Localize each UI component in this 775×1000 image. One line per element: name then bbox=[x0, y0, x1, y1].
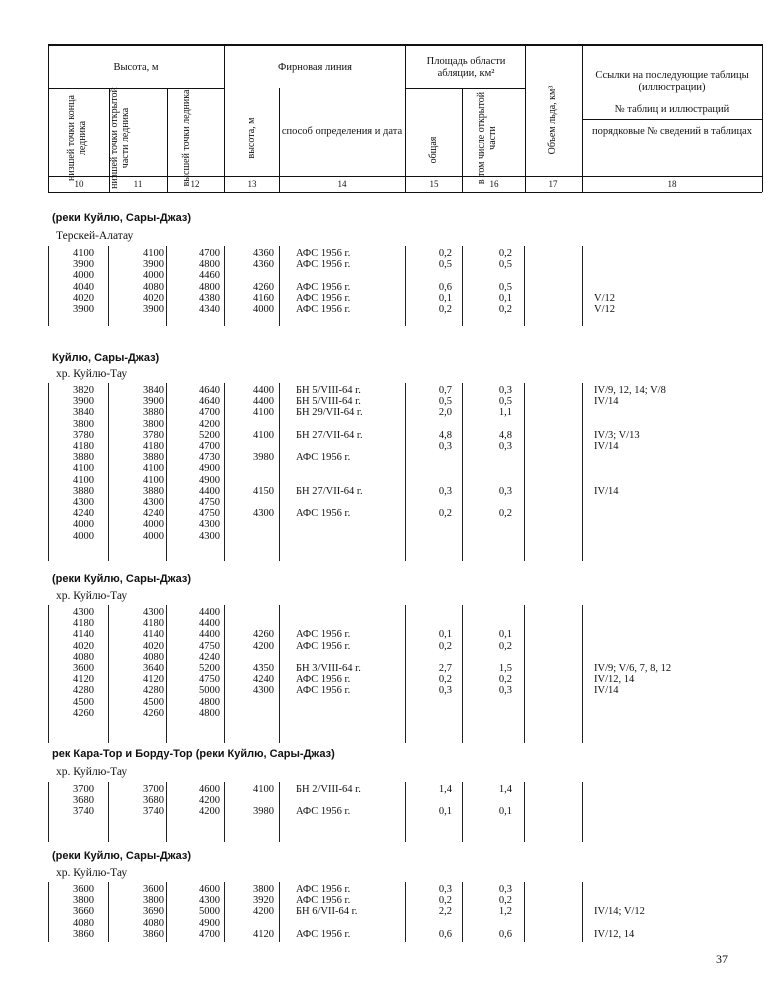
high-point-cell: 4750 bbox=[199, 508, 220, 520]
low-tongue-cell: 3800 bbox=[73, 418, 94, 430]
table-row bbox=[48, 248, 762, 259]
firn-height-cell: 4350 bbox=[253, 663, 274, 674]
firn-height-label: высота, м bbox=[246, 117, 257, 159]
area-total-label: общая bbox=[428, 136, 439, 164]
low-open-cell: 3690 bbox=[143, 906, 164, 918]
low-tongue-cell: 3860 bbox=[73, 928, 94, 940]
table-row bbox=[48, 282, 762, 293]
firn-group-label: Фирновая линия bbox=[278, 62, 352, 73]
low-tongue-cell: 4000 bbox=[73, 270, 94, 282]
firn-method-cell: АФС 1956 г. bbox=[296, 685, 351, 697]
low-tongue-cell: 4000 bbox=[73, 530, 94, 542]
firn-height-cell: 4120 bbox=[253, 928, 274, 940]
area-open-cell: 0,2 bbox=[498, 895, 512, 907]
section-rows bbox=[48, 246, 762, 326]
low-tongue-cell: 3740 bbox=[73, 806, 94, 818]
high-point-cell: 4750 bbox=[199, 497, 220, 508]
low-open-cell: 4020 bbox=[143, 292, 164, 304]
area-open-cell: 4,8 bbox=[498, 429, 512, 441]
firn-method-cell: АФС 1956 г. bbox=[296, 508, 351, 520]
table-row bbox=[48, 708, 762, 719]
section-rows bbox=[48, 605, 762, 743]
low-open-cell: 3840 bbox=[143, 385, 164, 396]
low-open-cell: 3780 bbox=[143, 429, 164, 441]
firn-height-cell: 3800 bbox=[253, 884, 274, 895]
col-number: 11 bbox=[133, 179, 143, 189]
high-point-cell: 4800 bbox=[199, 696, 220, 708]
area-open-cell: 0,3 bbox=[498, 685, 512, 697]
section-title: (реки Куйлю, Сары-Джаз) bbox=[52, 212, 192, 224]
col-number: 17 bbox=[548, 179, 558, 189]
area-open-cell: 0,2 bbox=[498, 248, 512, 259]
high-point-cell: 4400 bbox=[199, 607, 220, 618]
high-point-cell: 4300 bbox=[199, 895, 220, 907]
area-open-cell: 0,3 bbox=[498, 385, 512, 396]
table-row bbox=[48, 906, 762, 917]
low-tongue-cell: 4100 bbox=[73, 248, 94, 259]
refs-table-no-label: № таблиц и иллюстраций bbox=[614, 104, 730, 115]
area-total-cell: 2,7 bbox=[438, 663, 452, 674]
table-row bbox=[48, 293, 762, 304]
refs-cell: IV/12, 14 bbox=[594, 674, 635, 686]
low-open-label: низшей точки открытой части ледника bbox=[109, 87, 131, 189]
table-row bbox=[48, 685, 762, 696]
low-open-cell: 4080 bbox=[143, 917, 164, 929]
low-tongue-cell: 3880 bbox=[73, 485, 94, 497]
firn-height-cell: 4100 bbox=[253, 407, 274, 419]
area-total-cell: 0,1 bbox=[438, 806, 452, 818]
low-tongue-cell: 3840 bbox=[73, 407, 94, 419]
low-tongue-cell: 3800 bbox=[73, 895, 94, 907]
area-open-cell: 0,2 bbox=[498, 674, 512, 686]
area-total-cell: 0,6 bbox=[438, 928, 452, 940]
low-open-cell: 4180 bbox=[143, 618, 164, 630]
low-tongue-cell: 4500 bbox=[73, 696, 94, 708]
low-tongue-cell: 3600 bbox=[73, 663, 94, 674]
section-rows bbox=[48, 383, 762, 561]
low-open-cell: 3640 bbox=[143, 663, 164, 674]
area-open-cell: 0,6 bbox=[498, 928, 512, 940]
table-row bbox=[48, 918, 762, 929]
firn-method-cell: БН 2/VIII-64 г. bbox=[296, 784, 361, 795]
table-row bbox=[48, 452, 762, 463]
low-open-cell: 4080 bbox=[143, 281, 164, 293]
table-row bbox=[48, 629, 762, 640]
low-open-cell: 3900 bbox=[143, 396, 164, 408]
area-total-cell: 0,5 bbox=[438, 259, 452, 271]
high-point-cell: 4240 bbox=[199, 651, 220, 663]
high-point-cell: 4900 bbox=[199, 474, 220, 486]
area-open-label: в том числе открытой части bbox=[476, 91, 498, 185]
area-total-cell: 0,3 bbox=[438, 884, 452, 895]
high-point-cell: 4400 bbox=[199, 485, 220, 497]
table-row bbox=[48, 441, 762, 452]
firn-method-cell: АФС 1956 г. bbox=[296, 248, 351, 259]
refs-cell: IV/12, 14 bbox=[594, 928, 635, 940]
firn-method-cell: БН 6/VII-64 г. bbox=[296, 906, 358, 918]
low-open-cell: 4260 bbox=[143, 707, 164, 719]
refs-cell: IV/3; V/13 bbox=[594, 429, 640, 441]
low-tongue-cell: 4280 bbox=[73, 685, 94, 697]
low-open-cell: 4100 bbox=[143, 463, 164, 475]
area-open-cell: 0,3 bbox=[498, 884, 512, 895]
high-point-cell: 4600 bbox=[199, 884, 220, 895]
low-open-cell: 3860 bbox=[143, 928, 164, 940]
high-point-cell: 4380 bbox=[199, 292, 220, 304]
firn-method-cell: АФС 1956 г. bbox=[296, 806, 351, 818]
low-open-cell: 3700 bbox=[143, 784, 164, 795]
high-point-cell: 4900 bbox=[199, 917, 220, 929]
firn-height-cell: 3920 bbox=[253, 895, 274, 907]
table-row bbox=[48, 475, 762, 486]
low-open-cell: 4140 bbox=[143, 629, 164, 641]
page-number: 37 bbox=[716, 952, 728, 966]
area-total-cell: 0,2 bbox=[438, 674, 452, 686]
firn-method-cell: БН 27/VII-64 г. bbox=[296, 429, 363, 441]
low-open-cell: 4080 bbox=[143, 651, 164, 663]
low-tongue-label: низшей точки конца ледника bbox=[66, 95, 88, 181]
low-tongue-cell: 3900 bbox=[73, 396, 94, 408]
col-number: 10 bbox=[74, 179, 84, 189]
firn-height-cell: 4150 bbox=[253, 485, 274, 497]
high-point-cell: 4800 bbox=[199, 259, 220, 271]
low-tongue-cell: 3700 bbox=[73, 784, 94, 795]
table-row bbox=[48, 508, 762, 519]
low-open-cell: 4000 bbox=[143, 530, 164, 542]
high-point-cell: 4600 bbox=[199, 784, 220, 795]
high-point-cell: 4640 bbox=[199, 385, 220, 396]
low-tongue-cell: 4240 bbox=[73, 508, 94, 520]
table-row bbox=[48, 396, 762, 407]
low-open-cell: 3800 bbox=[143, 895, 164, 907]
area-open-cell: 1,5 bbox=[498, 663, 512, 674]
area-total-cell: 0,3 bbox=[438, 685, 452, 697]
section-title: (реки Куйлю, Сары-Джаз) bbox=[52, 573, 192, 585]
firn-method-cell: АФС 1956 г. bbox=[296, 259, 351, 271]
low-open-cell: 4120 bbox=[143, 674, 164, 686]
firn-method-cell: БН 3/VIII-64 г. bbox=[296, 663, 361, 674]
area-open-cell: 1,2 bbox=[498, 906, 512, 918]
area-open-cell: 0,5 bbox=[498, 396, 512, 408]
high-point-cell: 4400 bbox=[199, 618, 220, 630]
area-total-cell: 0,2 bbox=[438, 248, 452, 259]
section-title: Куйлю, Сары-Джаз) bbox=[52, 352, 160, 364]
area-open-cell: 0,3 bbox=[498, 441, 512, 452]
area-total-cell: 0,2 bbox=[438, 895, 452, 907]
low-tongue-cell: 3880 bbox=[73, 452, 94, 464]
col-number: 15 bbox=[429, 179, 439, 189]
firn-height-cell: 4300 bbox=[253, 685, 274, 697]
high-point-cell: 5200 bbox=[199, 663, 220, 674]
firn-height-cell: 4200 bbox=[253, 640, 274, 652]
firn-height-cell: 4360 bbox=[253, 259, 274, 271]
area-open-cell: 0,1 bbox=[498, 629, 512, 641]
table-row bbox=[48, 463, 762, 474]
low-open-cell: 4240 bbox=[143, 508, 164, 520]
low-tongue-cell: 4180 bbox=[73, 618, 94, 630]
table-row bbox=[48, 385, 762, 396]
firn-method-cell: АФС 1956 г. bbox=[296, 304, 351, 315]
firn-method-cell: АФС 1956 г. bbox=[296, 928, 351, 940]
refs-cell: V/12 bbox=[594, 304, 615, 315]
high-point-cell: 4200 bbox=[199, 795, 220, 807]
low-open-cell: 4300 bbox=[143, 497, 164, 508]
firn-height-cell: 4100 bbox=[253, 429, 274, 441]
low-open-cell: 4100 bbox=[143, 248, 164, 259]
high-point-cell: 4730 bbox=[199, 452, 220, 464]
ice-volume-label: Объем льда, км³ bbox=[547, 85, 558, 155]
low-tongue-cell: 4020 bbox=[73, 292, 94, 304]
section-title: рек Кара-Тор и Борду-Тор (реки Куйлю, Сары-Джаз) bbox=[52, 748, 335, 760]
firn-method-cell: БН 27/VII-64 г. bbox=[296, 485, 363, 497]
low-open-cell: 3900 bbox=[143, 259, 164, 271]
low-open-cell: 4500 bbox=[143, 696, 164, 708]
section-title: (реки Куйлю, Сары-Джаз) bbox=[52, 850, 192, 862]
low-tongue-cell: 4140 bbox=[73, 629, 94, 641]
refs-cell: IV/9, 12, 14; V/8 bbox=[594, 385, 666, 396]
table-row bbox=[48, 531, 762, 542]
high-point-cell: 4300 bbox=[199, 530, 220, 542]
low-tongue-cell: 4300 bbox=[73, 607, 94, 618]
area-open-cell: 0,5 bbox=[498, 259, 512, 271]
high-point-label: высшей точки ледника bbox=[181, 89, 192, 187]
area-total-cell: 0,2 bbox=[438, 304, 452, 315]
low-open-cell: 4100 bbox=[143, 474, 164, 486]
area-open-cell: 1,1 bbox=[498, 407, 512, 419]
low-tongue-cell: 4080 bbox=[73, 651, 94, 663]
low-tongue-cell: 4020 bbox=[73, 640, 94, 652]
area-open-cell: 0,5 bbox=[498, 281, 512, 293]
firn-method-cell: АФС 1956 г. bbox=[296, 640, 351, 652]
firn-height-cell: 4100 bbox=[253, 784, 274, 795]
low-tongue-cell: 4180 bbox=[73, 441, 94, 452]
low-open-cell: 3900 bbox=[143, 304, 164, 315]
area-open-cell: 0,2 bbox=[498, 508, 512, 520]
low-open-cell: 3740 bbox=[143, 806, 164, 818]
high-point-cell: 4460 bbox=[199, 270, 220, 282]
high-point-cell: 4200 bbox=[199, 418, 220, 430]
high-point-cell: 4340 bbox=[199, 304, 220, 315]
high-point-cell: 4640 bbox=[199, 396, 220, 408]
table-row bbox=[48, 784, 762, 795]
firn-height-cell: 4360 bbox=[253, 248, 274, 259]
firn-height-cell: 4160 bbox=[253, 292, 274, 304]
low-open-cell: 4000 bbox=[143, 519, 164, 531]
refs-cell: V/12 bbox=[594, 292, 615, 304]
firn-method-cell: АФС 1956 г. bbox=[296, 884, 351, 895]
low-tongue-cell: 4000 bbox=[73, 519, 94, 531]
high-point-cell: 4700 bbox=[199, 248, 220, 259]
low-open-cell: 3600 bbox=[143, 884, 164, 895]
low-tongue-cell: 4120 bbox=[73, 674, 94, 686]
section-subtitle: хр. Куйлю-Тау bbox=[56, 766, 128, 778]
area-open-cell: 0,2 bbox=[498, 640, 512, 652]
firn-method-cell: АФС 1956 г. bbox=[296, 281, 351, 293]
refs-cell: IV/14 bbox=[594, 485, 619, 497]
table-row bbox=[48, 663, 762, 674]
table-row bbox=[48, 304, 762, 315]
firn-height-cell: 4260 bbox=[253, 629, 274, 641]
table-row bbox=[48, 497, 762, 508]
high-point-cell: 4700 bbox=[199, 928, 220, 940]
high-point-cell: 4800 bbox=[199, 707, 220, 719]
area-total-cell: 0,7 bbox=[438, 385, 452, 396]
area-total-cell: 0,2 bbox=[438, 508, 452, 520]
refs-order-label: порядковые № сведений в таблицах bbox=[591, 126, 753, 137]
table-row bbox=[48, 652, 762, 663]
low-tongue-cell: 4300 bbox=[73, 497, 94, 508]
high-point-cell: 4800 bbox=[199, 281, 220, 293]
firn-height-cell: 3980 bbox=[253, 452, 274, 464]
area-total-cell: 2,0 bbox=[438, 407, 452, 419]
firn-height-cell: 4400 bbox=[253, 396, 274, 408]
firn-height-cell: 4400 bbox=[253, 385, 274, 396]
table-row bbox=[48, 697, 762, 708]
firn-method-cell: АФС 1956 г. bbox=[296, 895, 351, 907]
low-open-cell: 4280 bbox=[143, 685, 164, 697]
high-point-cell: 5000 bbox=[199, 906, 220, 918]
low-open-cell: 3880 bbox=[143, 485, 164, 497]
table-row bbox=[48, 486, 762, 497]
area-total-cell: 1,4 bbox=[438, 784, 452, 795]
firn-method-cell: АФС 1956 г. bbox=[296, 674, 351, 686]
col-number: 18 bbox=[667, 179, 677, 189]
section-rows bbox=[48, 782, 762, 842]
firn-height-cell: 4300 bbox=[253, 508, 274, 520]
low-tongue-cell: 3780 bbox=[73, 429, 94, 441]
low-tongue-cell: 4080 bbox=[73, 917, 94, 929]
col-number: 16 bbox=[489, 179, 499, 189]
high-point-cell: 4750 bbox=[199, 674, 220, 686]
low-tongue-cell: 3900 bbox=[73, 259, 94, 271]
low-tongue-cell: 4260 bbox=[73, 707, 94, 719]
high-point-cell: 4400 bbox=[199, 629, 220, 641]
refs-cell: IV/9; V/6, 7, 8, 12 bbox=[594, 663, 672, 674]
area-total-cell: 0,1 bbox=[438, 292, 452, 304]
low-open-cell: 4180 bbox=[143, 441, 164, 452]
refs-cell: IV/14 bbox=[594, 396, 619, 408]
firn-method-cell: БН 29/VII-64 г. bbox=[296, 407, 363, 419]
table-row bbox=[48, 895, 762, 906]
low-open-cell: 4000 bbox=[143, 270, 164, 282]
firn-method-label: способ определения и дата bbox=[281, 126, 403, 137]
table-row bbox=[48, 929, 762, 940]
refs-cell: IV/14 bbox=[594, 441, 619, 452]
table-row bbox=[48, 430, 762, 441]
table-row bbox=[48, 270, 762, 281]
low-open-cell: 3800 bbox=[143, 418, 164, 430]
area-open-cell: 0,1 bbox=[498, 806, 512, 818]
col-number: 12 bbox=[190, 179, 200, 189]
table-header bbox=[48, 44, 762, 194]
firn-height-cell: 4000 bbox=[253, 304, 274, 315]
table-row bbox=[48, 607, 762, 618]
high-point-cell: 4200 bbox=[199, 806, 220, 818]
low-tongue-cell: 3680 bbox=[73, 795, 94, 807]
low-open-cell: 3880 bbox=[143, 407, 164, 419]
table-row bbox=[48, 259, 762, 270]
refs-cell: IV/14 bbox=[594, 685, 619, 697]
table-row bbox=[48, 519, 762, 530]
area-total-cell: 0,1 bbox=[438, 629, 452, 641]
area-open-cell: 0,2 bbox=[498, 304, 512, 315]
area-total-cell: 0,2 bbox=[438, 640, 452, 652]
table-row bbox=[48, 641, 762, 652]
low-tongue-cell: 4040 bbox=[73, 281, 94, 293]
section-subtitle: Терскей-Алатау bbox=[56, 230, 134, 242]
low-open-cell: 3880 bbox=[143, 452, 164, 464]
firn-height-cell: 3980 bbox=[253, 806, 274, 818]
firn-method-cell: БН 5/VIII-64 г. bbox=[296, 385, 361, 396]
area-open-cell: 0,1 bbox=[498, 292, 512, 304]
table-row bbox=[48, 795, 762, 806]
section-subtitle: хр. Куйлю-Тау bbox=[56, 590, 128, 602]
area-total-cell: 0,6 bbox=[438, 281, 452, 293]
firn-method-cell: АФС 1956 г. bbox=[296, 629, 351, 641]
table-row bbox=[48, 618, 762, 629]
high-point-cell: 4700 bbox=[199, 441, 220, 452]
area-open-cell: 0,3 bbox=[498, 485, 512, 497]
col-number: 14 bbox=[337, 179, 347, 189]
section-rows bbox=[48, 882, 762, 942]
low-tongue-cell: 4100 bbox=[73, 474, 94, 486]
table-row bbox=[48, 407, 762, 418]
refs-cell: IV/14; V/12 bbox=[594, 906, 645, 918]
area-total-cell: 0,5 bbox=[438, 396, 452, 408]
area-total-cell: 0,3 bbox=[438, 485, 452, 497]
firn-method-cell: АФС 1956 г. bbox=[296, 452, 351, 464]
low-open-cell: 4020 bbox=[143, 640, 164, 652]
low-tongue-cell: 3820 bbox=[73, 385, 94, 396]
table-row bbox=[48, 674, 762, 685]
table-row bbox=[48, 806, 762, 817]
height-group-label: Высота, м bbox=[113, 62, 159, 73]
high-point-cell: 4300 bbox=[199, 519, 220, 531]
high-point-cell: 4900 bbox=[199, 463, 220, 475]
high-point-cell: 5200 bbox=[199, 429, 220, 441]
firn-height-cell: 4200 bbox=[253, 906, 274, 918]
table-row bbox=[48, 884, 762, 895]
high-point-cell: 4750 bbox=[199, 640, 220, 652]
area-open-cell: 1,4 bbox=[498, 784, 512, 795]
low-open-cell: 4300 bbox=[143, 607, 164, 618]
area-group-label: Площадь области абляции, км² bbox=[426, 56, 506, 79]
low-tongue-cell: 3900 bbox=[73, 304, 94, 315]
firn-height-cell: 4260 bbox=[253, 281, 274, 293]
high-point-cell: 4700 bbox=[199, 407, 220, 419]
firn-method-cell: БН 5/VIII-64 г. bbox=[296, 396, 361, 408]
low-tongue-cell: 3600 bbox=[73, 884, 94, 895]
high-point-cell: 5000 bbox=[199, 685, 220, 697]
section-subtitle: хр. Куйлю-Тау bbox=[56, 368, 128, 380]
section-subtitle: хр. Куйлю-Тау bbox=[56, 867, 128, 879]
firn-height-cell: 4240 bbox=[253, 674, 274, 686]
table-row bbox=[48, 419, 762, 430]
low-open-cell: 3680 bbox=[143, 795, 164, 807]
refs-group-label: Ссылки на последующие таблицы (иллюстрации) bbox=[595, 70, 749, 93]
firn-method-cell: АФС 1956 г. bbox=[296, 292, 351, 304]
area-total-cell: 2,2 bbox=[438, 906, 452, 918]
area-total-cell: 4,8 bbox=[438, 429, 452, 441]
area-total-cell: 0,3 bbox=[438, 441, 452, 452]
low-tongue-cell: 3660 bbox=[73, 906, 94, 918]
col-number: 13 bbox=[247, 179, 257, 189]
low-tongue-cell: 4100 bbox=[73, 463, 94, 475]
